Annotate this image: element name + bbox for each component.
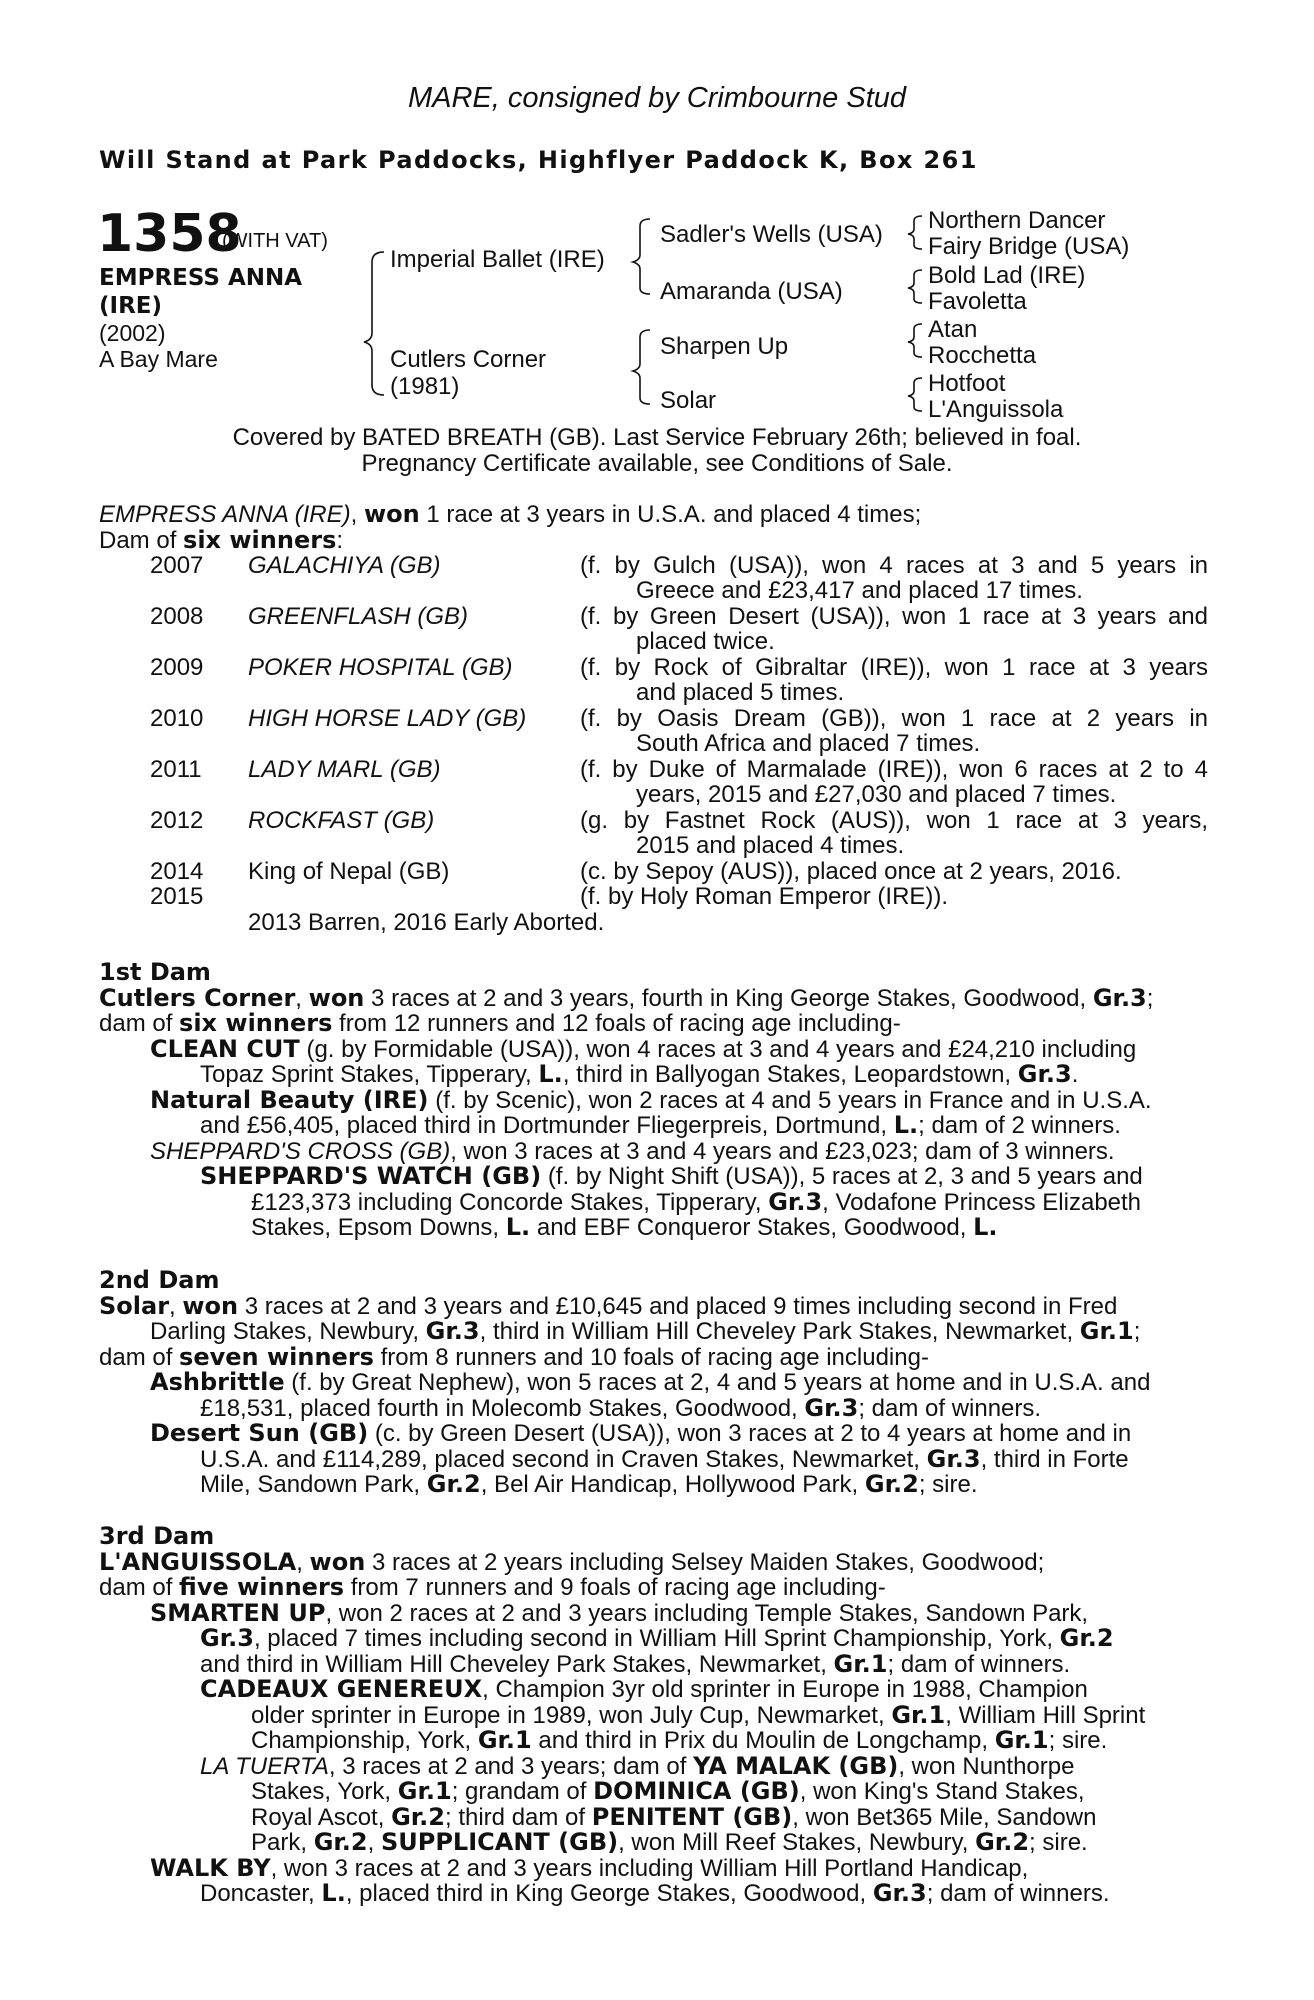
vat-label: (WITH VAT) <box>222 230 328 252</box>
second-dam-section: 2nd Dam Solar, won 3 races at 2 and 3 years and £10,645 and placed 9 times including second in Fred Darling Stakes, Newbury, Gr.3, third in William Hill Cheveley Park Stakes, Newmarket, Gr.1; dam of seven winners from 8 runners and 10 foals of racing age including- Ashbrittle (f. by Great Nephew), won 5 races at 2, 4 and 5 years at home and in U.S.A. and £18,531, placed fourth in Molecomb Stakes, Goodwood, Gr.3; dam of winners. Desert Sun (GB) (c. by Green Desert (USA)), won 3 races at 2 to 4 years at home and in U.S.A. and £114,289, placed second in Craven Stakes, Newmarket, Gr.3, third in Forte Mile, Sandown Park, Gr.2, Bel Air Handicap, Hollywood Park, Gr.2; sire. <box>99 1268 1207 1498</box>
second-dam-name: Solar <box>99 1291 170 1320</box>
pedigree-sire: Imperial Ballet (IRE) <box>390 246 605 273</box>
pedigree-dam-sire: Sharpen Up <box>660 333 789 360</box>
progeny-desc-line1: (c. by Sepoy (AUS)), placed once at 2 years, 2016. <box>580 858 1122 885</box>
horse-description: A Bay Mare <box>99 346 218 372</box>
progeny-name: GALACHIYA (GB) <box>248 552 441 579</box>
bracket-sd <box>908 270 922 303</box>
cadeaux-genereux: CADEAUX GENEREUX <box>200 1675 483 1703</box>
pedigree-sire-sire: Sadler's Wells (USA) <box>660 221 883 248</box>
pedigree-dds: Hotfoot <box>928 370 1006 397</box>
progeny-row <box>150 884 1210 910</box>
progeny-desc-line1: (f. by Rock of Gibraltar (IRE)), won 1 race at 3 years <box>580 654 1208 681</box>
progeny-desc-line2: 2015 and placed 4 times. <box>636 832 905 859</box>
bracket-gen1 <box>364 252 384 395</box>
pedigree-dsd: Rocchetta <box>928 342 1037 369</box>
progeny-desc-line1: (f. by Oasis Dream (GB)), won 1 race at 2 years in <box>580 705 1208 732</box>
progeny-year: 2008 <box>150 603 204 630</box>
smarten-up: SMARTEN UP <box>150 1598 326 1627</box>
progeny-desc-line2: and placed 5 times. <box>636 679 845 706</box>
dam-of-label: Dam of <box>99 526 184 554</box>
third-dam-name: L'ANGUISSOLA <box>99 1547 297 1576</box>
pedigree-sire-dam: Amaranda (USA) <box>660 278 843 305</box>
progeny-name: LADY MARL (GB) <box>248 756 441 783</box>
progeny-desc-line1: (f. by Green Desert (USA)), won 1 race at 3 years and <box>580 603 1208 630</box>
pedigree-sss: Northern Dancer <box>928 207 1106 234</box>
lot-number: 1358 <box>97 204 242 264</box>
progeny-name: POKER HOSPITAL (GB) <box>248 654 513 681</box>
walk-by: WALK BY <box>150 1853 271 1882</box>
progeny-row <box>150 655 1210 707</box>
pedigree-dam-year: (1981) <box>390 373 460 400</box>
progeny-name: King of Nepal (GB) <box>248 858 450 885</box>
pedigree-brackets <box>0 0 1314 440</box>
mare-summary: EMPRESS ANNA (IRE), won 1 race at 3 years in U.S.A. and placed 4 times; Dam of six winners: <box>99 500 922 554</box>
mare-name: EMPRESS ANNA (IRE) <box>99 501 351 528</box>
bracket-dam <box>633 330 650 404</box>
progeny-desc-line1: (f. by Gulch (USA)), won 4 races at 3 and 5 years in <box>580 552 1208 579</box>
desert-sun: Desert Sun (GB) <box>150 1419 369 1447</box>
progeny-year: 2010 <box>150 705 204 732</box>
progeny-desc-line1: (f. by Duke of Marmalade (IRE)), won 6 races at 2 to 4 <box>580 756 1208 783</box>
colon: : <box>336 526 344 554</box>
first-dam-section: 1st Dam Cutlers Corner, won 3 races at 2 and 3 years, fourth in King George Stakes, Goodwood, Gr.3; dam of six winners from 12 runners and 12 foals of racing age including- CLEAN CUT (g. by Formidable (USA)), won 4 races at 3 and 4 years and £24,210 including Topaz Sprint Stakes, Tipperary, L., third in Ballyogan Stakes, Leopardstown, Gr.3. Natural Beauty (IRE) (f. by Scenic), won 2 races at 4 and 5 years in France and in U.S.A. and £56,405, placed third in Dortmunder Fliegerpreis, Dortmund, L.; dam of 2 winners. SHEPPARD'S CROSS (GB), won 3 races at 3 and 4 years and £23,023; dam of 3 winners. SHEPPARD'S WATCH (GB) (f. by Night Shift (USA)), 5 races at 2, 3 and 5 years and £123,373 including Concorde Stakes, Tipperary, Gr.3, Vodafone Princess Elizabeth Stakes, Epsom Downs, L. and EBF Conqueror Stakes, Goodwood, L. <box>99 960 1207 1241</box>
progeny-year: 2011 <box>150 756 202 783</box>
bracket-ss <box>908 216 922 249</box>
natural-beauty: Natural Beauty (IRE) <box>150 1085 429 1114</box>
covered-line: Covered by BATED BREATH (GB). Last Service February 26th; believed in foal. <box>232 424 1082 451</box>
horse-name-line2: (IRE) <box>99 293 163 319</box>
progeny-row <box>150 706 1210 758</box>
summary-text: 1 race at 3 years in U.S.A. and placed 4 times; <box>419 501 922 528</box>
first-dam-heading: 1st Dam <box>99 958 211 986</box>
progeny-desc-line2: years, 2015 and £27,030 and placed 7 times. <box>636 781 1117 808</box>
ashbrittle: Ashbrittle <box>150 1368 285 1396</box>
progeny-year: 2012 <box>150 807 204 834</box>
pedigree-dam-dam: Solar <box>660 387 717 414</box>
progeny-year: 2015 <box>150 883 204 910</box>
progeny-year: 2009 <box>150 654 204 681</box>
bracket-sire <box>633 219 650 294</box>
winners-count: six winners <box>183 525 337 554</box>
progeny-desc-line2: South Africa and placed 7 times. <box>636 730 981 757</box>
progeny-row <box>150 757 1210 809</box>
progeny-row <box>150 604 1210 656</box>
progeny-name: HIGH HORSE LADY (GB) <box>248 705 527 732</box>
second-dam-heading: 2nd Dam <box>99 1266 220 1294</box>
progeny-name: ROCKFAST (GB) <box>248 807 435 834</box>
pedigree-ddd: L'Anguissola <box>928 396 1064 423</box>
third-dam-section: 3rd Dam L'ANGUISSOLA, won 3 races at 2 years including Selsey Maiden Stakes, Goodwood; dam of five winners from 7 runners and 9 foals of racing age including- SMARTEN UP, won 2 races at 2 and 3 years including Temple Stakes, Sandown Park, Gr.3, placed 7 times including second in William Hill Sprint Championship, York, Gr.2 and third in William Hill Cheveley Park Stakes, Newmarket, Gr.1; dam of winners. CADEAUX GENEREUX, Champion 3yr old sprinter in Europe in 1988, Champion older sprinter in Europe in 1989, won July Cup, Newmarket, Gr.1, William Hill Sprint Championship, York, Gr.1 and third in Prix du Moulin de Longchamp, Gr.1; sire. LA TUERTA, 3 races at 2 and 3 years; dam of YA MALAK (GB), won Nunthorpe Stakes, York, Gr.1; grandam of DOMINICA (GB), won King's Stand Stakes, Royal Ascot, Gr.2; third dam of PENITENT (GB), won Bet365 Mile, Sandown Park, Gr.2, SUPPLICANT (GB), won Mill Reef Stakes, Newbury, Gr.2; sire. WALK BY, won 3 races at 2 and 3 years including William Hill Portland Handicap, Doncaster, L., placed third in King George Stakes, Goodwood, Gr.3; dam of winners. <box>99 1524 1207 1907</box>
clean-cut: CLEAN CUT <box>150 1034 300 1063</box>
progeny-desc-line1: (g. by Fastnet Rock (AUS)), won 1 race at 3 years, <box>580 807 1208 834</box>
bracket-ds <box>908 324 922 357</box>
progeny-year: 2014 <box>150 858 204 885</box>
horse-year: (2002) <box>99 320 166 346</box>
la-tuerta: LA TUERTA <box>200 1752 329 1780</box>
pedigree-sdd: Favoletta <box>928 288 1027 315</box>
progeny-row <box>150 859 1210 885</box>
barren-note: 2013 Barren, 2016 Early Aborted. <box>248 909 605 936</box>
third-dam-heading: 3rd Dam <box>99 1522 215 1550</box>
won-label: won <box>363 500 420 528</box>
progeny-row <box>150 553 1210 605</box>
sheppards-watch: SHEPPARD'S WATCH (GB) <box>200 1162 542 1190</box>
progeny-desc-line2: Greece and £23,417 and placed 17 times. <box>636 577 1083 604</box>
pedigree-dam: Cutlers Corner <box>390 346 547 373</box>
sheppards-cross: SHEPPARD'S CROSS (GB) <box>150 1137 451 1165</box>
pedigree-sds: Bold Lad (IRE) <box>928 262 1086 289</box>
consignment-heading: MARE, consigned by Crimbourne Stud <box>407 82 907 114</box>
stand-location: Will Stand at Park Paddocks, Highflyer Paddock K, Box 261 <box>99 146 978 174</box>
first-dam-name: Cutlers Corner <box>99 983 296 1012</box>
horse-name-line1: EMPRESS ANNA <box>99 265 303 291</box>
progeny-year: 2007 <box>150 552 204 579</box>
pedigree-ssd: Fairy Bridge (USA) <box>928 233 1130 260</box>
bracket-dd <box>908 378 922 411</box>
pedigree-dss: Atan <box>928 316 978 343</box>
progeny-row <box>150 808 1210 860</box>
progeny-desc-line1: (f. by Holy Roman Emperor (IRE)). <box>580 883 949 910</box>
pregnancy-line: Pregnancy Certificate available, see Conditions of Sale. <box>361 450 953 477</box>
progeny-name: GREENFLASH (GB) <box>248 603 469 630</box>
progeny-desc-line2: placed twice. <box>636 628 775 655</box>
